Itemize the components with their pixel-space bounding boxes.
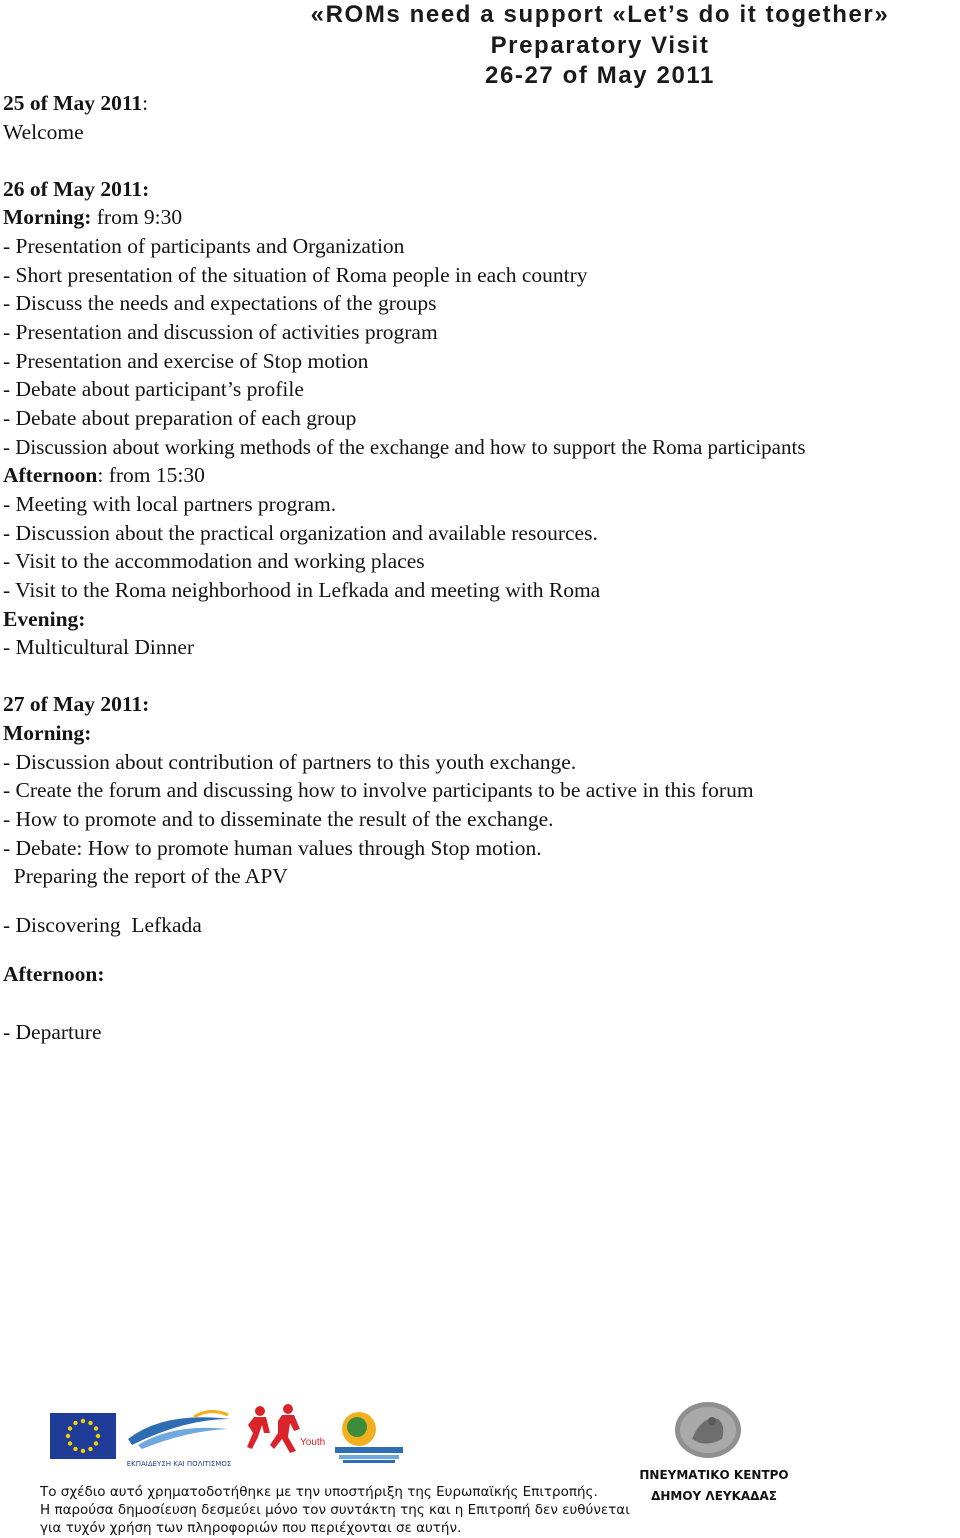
day3-afternoon-label: Afternoon:: [3, 962, 105, 986]
disclaimer-line-2: Η παρούσα δημοσίευση δεσμεύει μόνο τον συντάκτη της και η Επιτροπή δεν ευθύνεται: [40, 1502, 630, 1518]
list-item: - Multicultural Dinner: [3, 635, 195, 659]
list-item: - Discuss the needs and expectations of the groups: [3, 291, 437, 315]
list-item: - Visit to the accommodation and working places: [3, 549, 425, 573]
day2-date: 26 of May 2011:: [3, 177, 150, 201]
lifelong-learning-caption: ΕΚΠΑΙΔΕΥΣΗ ΚΑΙ ΠΟΛΙΤΙΣΜΟΣ: [126, 1460, 232, 1468]
document-title: «ROMs need a support «Let’s do it together»: [310, 1, 890, 28]
eu-flag-icon: [50, 1413, 116, 1459]
document-subtitle: Preparatory Visit: [490, 32, 710, 59]
ancient-coin-icon: [672, 1399, 744, 1461]
list-item: - Debate about preparation of each group: [3, 406, 357, 430]
list-item: - Create the forum and discussing how to involve participants to be active in this forum: [3, 778, 754, 802]
national-agency-logo: [333, 1409, 405, 1465]
list-item: - Visit to the Roma neighborhood in Lefkada and meeting with Roma: [3, 578, 601, 602]
swoosh-icon: [124, 1409, 234, 1453]
day3-date: 27 of May 2011:: [3, 692, 150, 716]
day2-morning-line: [3, 203, 182, 231]
list-item: - Presentation and exercise of Stop motion: [3, 349, 369, 373]
list-item: - Debate about participant’s profile: [3, 377, 304, 401]
list-item: - Discussion about contribution of partners to this youth exchange.: [3, 750, 577, 774]
list-item: - How to promote and to disseminate the result of the exchange.: [3, 807, 554, 831]
list-item: - Short presentation of the situation of Roma people in each country: [3, 263, 588, 287]
day2-evening-label: Evening:: [3, 607, 86, 631]
day3-morning-label: Morning:: [3, 721, 92, 745]
list-item: - Discussion about working methods of the exchange and how to support the Roma participants: [3, 435, 806, 459]
list-item: Preparing the report of the APV: [3, 864, 288, 888]
document-dates: 26-27 of May 2011: [485, 62, 715, 89]
day1-date-sep: :: [142, 91, 149, 115]
list-item: - Presentation of participants and Organization: [3, 234, 405, 258]
list-item: - Debate: How to promote human values through Stop motion.: [3, 836, 542, 860]
disclaimer-line-1: Το σχέδιο αυτό χρηματοδοτήθηκε με την υποστήριξη της Ευρωπαϊκής Επιτροπής.: [40, 1484, 598, 1500]
list-item: - Presentation and discussion of activities program: [3, 320, 438, 344]
day2-afternoon-label: Afternoon: [3, 463, 98, 487]
organization-line-2: ΔΗΜΟΥ ΛΕΥΚΑΔΑΣ: [651, 1489, 777, 1503]
list-item: - Discussion about the practical organization and available resources.: [3, 521, 598, 545]
day2-morning-label: Morning:: [3, 205, 92, 229]
list-item: - Meeting with local partners program.: [3, 492, 337, 516]
list-item: - Discovering Lefkada: [3, 913, 202, 937]
organization-line-1: ΠΝΕΥΜΑΤΙΚΟ ΚΕΝΤΡΟ: [639, 1468, 789, 1482]
day2-afternoon-time: : from 15:30: [97, 463, 205, 487]
day1-activity: Welcome: [3, 120, 84, 144]
day1-date: 25 of May 2011: [3, 91, 143, 115]
lifelong-learning-logo: [124, 1409, 234, 1469]
day1-date-line: [3, 89, 148, 117]
day2-morning-time: from 9:30: [91, 205, 183, 229]
youth-label: Youth: [300, 1437, 326, 1448]
list-item: - Departure: [3, 1020, 102, 1044]
day2-afternoon-line: [3, 461, 205, 489]
disclaimer-line-3: για τυχόν χρήση των πληροφοριών που περιέχονται σε αυτήν.: [40, 1520, 462, 1536]
youth-logo: [244, 1403, 330, 1465]
